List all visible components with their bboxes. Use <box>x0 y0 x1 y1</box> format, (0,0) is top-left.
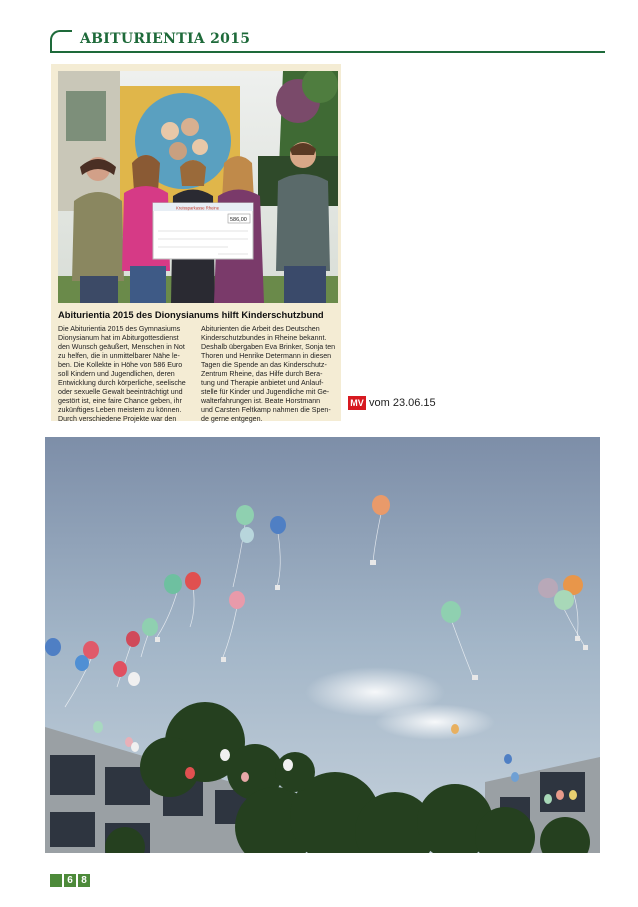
text-line: und Carsten Feltkamp nahmen die Spen- <box>201 406 331 414</box>
text-line: Tagen die Spende an das Kinderschutz- <box>201 361 327 369</box>
header-rule <box>50 51 605 53</box>
page-number <box>50 874 90 887</box>
text-line: Abiturienten die Arbeit des Deutschen <box>201 325 320 333</box>
page-section-title: ABITURIENTIA 2015 <box>80 31 251 47</box>
text-line: zu helfen, die in unmittelbarer Nähe le- <box>58 352 180 360</box>
text-line: den Wunsch geäußert, Menschen in Not <box>58 343 185 351</box>
balloon-release-photo <box>45 437 600 853</box>
text-line: Die Abiturientia 2015 des Gymnasiums <box>58 325 181 333</box>
text-line: ben. Die Kollekte in Höhe von 586 Euro <box>58 361 183 369</box>
balloon-photo-illustration <box>45 437 600 853</box>
text-line: tung und Therapie anbietet und Anlauf- <box>201 379 324 387</box>
text-line: stelle für Kinder und Jugendliche mit Ge- <box>201 388 330 396</box>
article-column-left <box>58 325 194 424</box>
text-line: zukünftiges Leben meistern zu können. <box>58 406 182 414</box>
text-line: de gerne entgegen. <box>201 415 263 423</box>
text-line: oder sexuelle Gewalt beeinträchtigt und <box>58 388 183 396</box>
page-number-digit: 6 <box>64 874 76 887</box>
text-line: walterfahrungen ist. Beate Horstmann <box>201 397 321 405</box>
text-line: Zentrum Rheine, das Hilfe durch Bera- <box>201 370 323 378</box>
text-line: Durch verschiedene Projekte war den <box>58 415 177 423</box>
text-line: soll Kindern und Jugendlichen, deren <box>58 370 175 378</box>
cheque-bank-name: Kreissparkasse Rheine <box>176 205 220 211</box>
source-citation <box>348 395 436 411</box>
header-tab-shape <box>50 30 72 52</box>
mv-logo: MV <box>348 396 366 410</box>
text-line: gestört ist, eine faire Chance geben, ihr <box>58 397 182 405</box>
article-box <box>51 64 341 421</box>
text-line: Thoren und Henrike Determann in diesen <box>201 352 332 360</box>
group-photo-cheque-handover <box>58 71 338 303</box>
article-headline: Abiturientia 2015 des Dionysianums hilft Kinderschutzbund <box>58 309 324 320</box>
text-line: Dionysianum hat im Abiturgottesdienst <box>58 334 179 342</box>
article-column-right <box>201 325 337 424</box>
source-date: vom 23.06.15 <box>369 397 436 409</box>
cheque-amount: 586,00 <box>230 217 247 223</box>
text-line: Kinderschutzbundes in Rheine bekannt. <box>201 334 327 342</box>
page-number-digit: 8 <box>78 874 90 887</box>
page-number-bar <box>50 874 62 887</box>
text-line: Entwicklung durch körperliche, seelische <box>58 379 186 387</box>
group-photo-illustration <box>58 71 338 303</box>
text-line: Deshalb übergaben Eva Brinker, Sonja ten <box>201 343 336 351</box>
